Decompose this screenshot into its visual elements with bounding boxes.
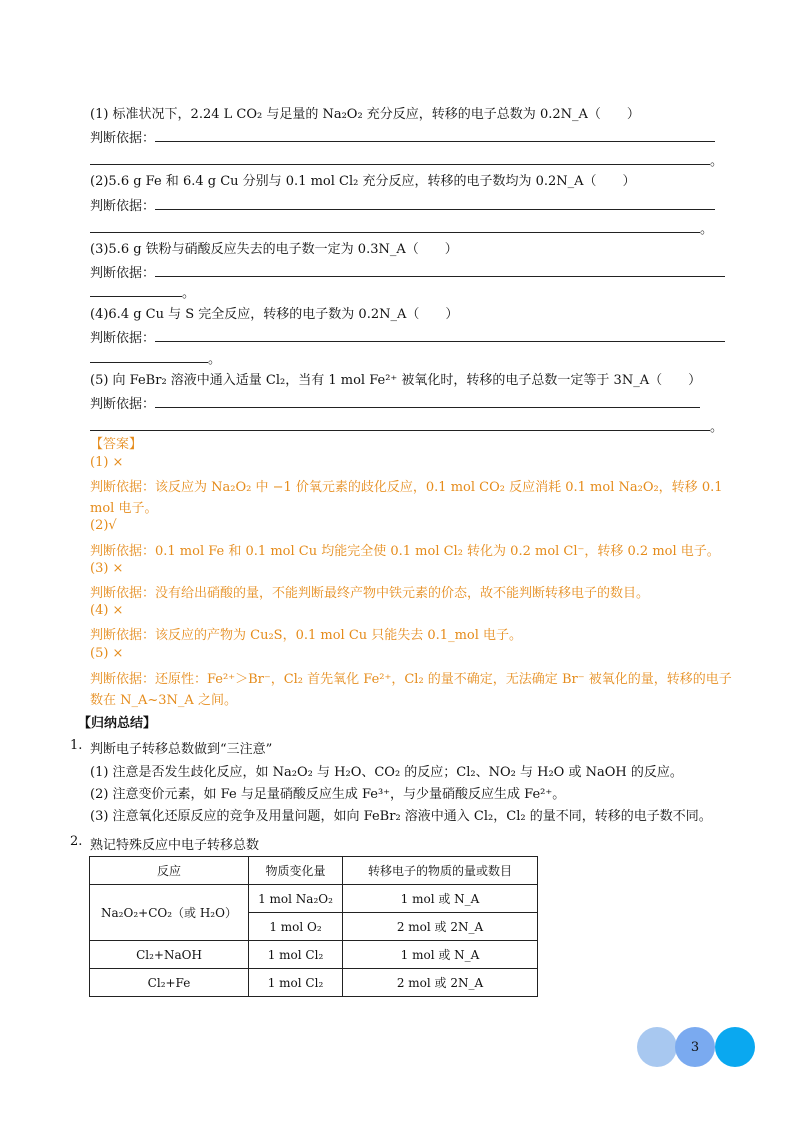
answer-header: 【答案】 [90,437,143,452]
answer-line: (4) × [90,603,124,618]
table-row [90,885,538,913]
basis-line-5b [90,416,723,435]
basis-line-1b [90,150,723,169]
summary-item-1-line: (1) 注意是否发生歧化反应，如 Na₂O₂ 与 H₂O、CO₂ 的反应；Cl₂、NO₂ 与 H₂O 或 NaOH 的反应。 [90,765,683,780]
table-cell: 2 mol 或 2N_A [343,969,538,997]
table-cell: 1 mol Na₂O₂ [249,885,343,913]
summary-item-1-line: (2) 注意变价元素，如 Fe 与足量硝酸反应生成 Fe³⁺，与少量硝酸反应生成 Fe²⁺。 [90,787,566,802]
period: 。 [208,352,222,367]
page-number-badge [637,1027,755,1067]
summary-item-2-number: 2. [70,834,83,849]
decorative-circle-right [715,1027,755,1067]
table-cell: 2 mol 或 2N_A [343,913,538,941]
summary-item-1-line: (3) 注意氧化还原反应的竞争及用量问题，如向 FeBr₂ 溶液中通入 Cl₂，Cl₂ 的量不同，转移的电子数不同。 [90,809,712,824]
answer-line: 判断依据：该反应为 Na₂O₂ 中 −1 价氧元素的歧化反应，0.1 mol CO₂ 反应消耗 0.1 mol Na₂O₂，转移 0.1 [90,480,723,495]
decorative-circle-left [637,1027,677,1067]
question-3: (3)5.6 g 铁粉与硝酸反应失去的电子数一定为 0.3N_A（ ） [90,242,458,257]
page-number: 3 [675,1027,715,1067]
period: 。 [700,222,714,237]
answer-line: (5) × [90,646,124,661]
question-5: (5) 向 FeBr₂ 溶液中通入适量 Cl₂，当有 1 mol Fe²⁺ 被氧化时，转移的电子总数一定等于 3N_A（ ） [90,373,702,388]
answer-line: 判断依据：该反应的产物为 Cu₂S，0.1 mol Cu 只能失去 0.1_mol 电子。 [90,628,523,643]
basis-line-3a [90,262,725,281]
table-cell: 1 mol O₂ [249,913,343,941]
table-header-cell: 反应 [90,857,249,885]
answer-line: 数在 N_A~3N_A 之间。 [90,693,237,708]
table-cell: 1 mol 或 N_A [343,941,538,969]
period: 。 [710,420,724,435]
question-2: (2)5.6 g Fe 和 6.4 g Cu 分别与 0.1 mol Cl₂ 充分反应，转移的电子数均为 0.2N_A（ ） [90,174,636,189]
answer-line: mol 电子。 [90,501,158,516]
answer-line: 判断依据：还原性：Fe²⁺＞Br⁻，Cl₂ 首先氧化 Fe²⁺，Cl₂ 的量不确定，无法确定 Br⁻ 被氧化的量，转移的电子 [90,672,732,687]
answer-blank[interactable] [90,418,710,431]
answer-blank[interactable] [155,395,700,408]
answer-blank[interactable] [90,152,710,165]
basis-line-4b [90,348,221,367]
answer-line: (3) × [90,561,124,576]
basis-label: 判断依据： [90,331,156,346]
question-4: (4)6.4 g Cu 与 S 完全反应，转移的电子数为 0.2N_A（ ） [90,307,459,322]
answer-blank[interactable] [90,220,700,233]
table-cell: 1 mol 或 N_A [343,885,538,913]
basis-line-1a [90,127,715,146]
answer-blank[interactable] [155,129,715,142]
table-row [90,969,538,997]
table-row [90,941,538,969]
table-cell: 1 mol Cl₂ [249,969,343,997]
answer-blank[interactable] [155,197,715,210]
table-cell: Na₂O₂+CO₂（或 H₂O） [90,885,249,941]
period: 。 [182,286,196,301]
table-cell: Cl₂+NaOH [90,941,249,969]
answer-line: 判断依据：0.1 mol Fe 和 0.1 mol Cu 均能完全使 0.1 mol Cl₂ 转化为 0.2 mol Cl⁻，转移 0.2 mol 电子。 [90,544,720,559]
basis-label: 判断依据： [90,131,156,146]
table-cell: Cl₂+Fe [90,969,249,997]
basis-label: 判断依据： [90,397,156,412]
answer-blank[interactable] [155,329,725,342]
answer-line: (1) × [90,455,124,470]
basis-line-2a [90,195,715,214]
answer-blank[interactable] [90,350,208,363]
answer-blank[interactable] [90,284,182,297]
question-1: (1) 标准状况下，2.24 L CO₂ 与足量的 Na₂O₂ 充分反应，转移的电子总数为 0.2N_A（ ） [90,107,640,122]
basis-line-2b [90,218,713,237]
answer-line: 判断依据：没有给出硝酸的量，不能判断最终产物中铁元素的价态，故不能判断转移电子的数目。 [90,586,650,601]
basis-label: 判断依据： [90,199,156,214]
basis-line-3b [90,282,195,301]
answer-blank[interactable] [155,264,725,277]
period: 。 [710,154,724,169]
basis-line-4a [90,327,725,346]
table-header-cell: 物质变化量 [249,857,343,885]
table-header-row [90,857,538,885]
summary-title: 【归纳总结】 [78,716,157,731]
summary-item-1-number: 1. [70,738,83,753]
summary-item-2-title: 熟记特殊反应中电子转移总数 [90,838,260,853]
summary-item-1-title: 判断电子转移总数做到“三注意” [90,742,273,757]
answer-line: (2)√ [90,518,117,533]
basis-line-5a [90,393,700,412]
table-header-cell: 转移电子的物质的量或数目 [343,857,538,885]
electron-transfer-table [89,856,538,997]
basis-label: 判断依据： [90,266,156,281]
table-cell: 1 mol Cl₂ [249,941,343,969]
